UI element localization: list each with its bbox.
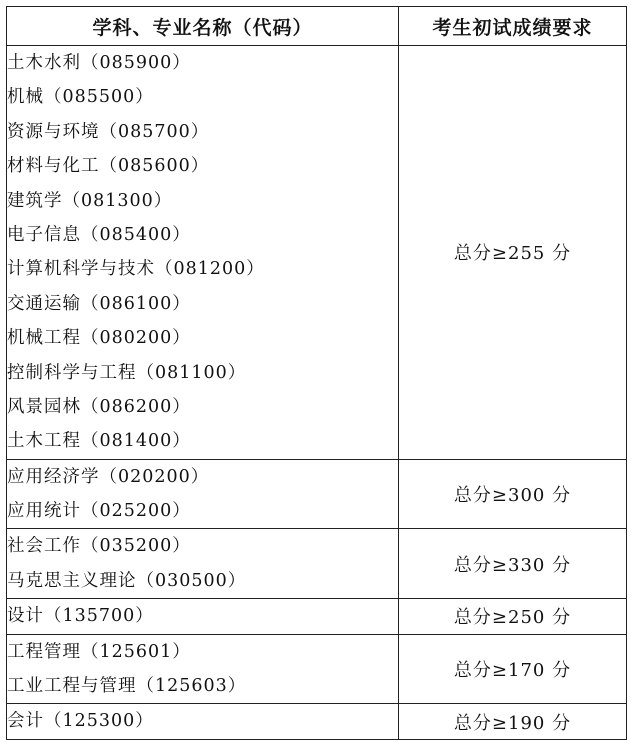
major-list-cell [7,634,399,704]
table-row [7,46,627,460]
score-requirement: 总分≥170 分 [399,634,627,704]
major-item: 工业工程与管理（125603） [7,676,247,697]
score-requirement: 总分≥255 分 [399,46,627,460]
major-item: 电子信息（085400） [7,224,191,245]
table-row [7,459,627,529]
major-item: 资源与环境（085700） [7,121,210,142]
major-item: 交通运输（086100） [7,293,191,314]
table-row [7,599,627,634]
major-list-cell [7,529,399,599]
major-item: 机械（085500） [7,87,154,108]
major-item: 风景园林（086200） [7,396,191,417]
major-item: 土木工程（081400） [7,431,191,452]
table-header-row [7,7,627,46]
score-requirement: 总分≥330 分 [399,529,627,599]
major-list-cell [7,46,399,460]
table-row [7,634,627,704]
major-item: 会计（125300） [7,711,154,732]
score-requirement: 总分≥300 分 [399,459,627,529]
table-row [7,529,627,599]
major-item: 建筑学（081300） [7,190,173,211]
major-list-cell [7,704,399,739]
requirement-column-header: 考生初试成绩要求 [399,7,627,46]
major-list-cell [7,599,399,634]
major-column-header: 学科、专业名称（代码） [7,7,399,46]
major-item: 应用经济学（020200） [7,466,210,487]
major-item: 社会工作（035200） [7,536,191,557]
major-item: 材料与化工（085600） [7,156,210,177]
major-item: 应用统计（025200） [7,501,191,522]
major-item: 控制科学与工程（081100） [7,362,247,383]
score-requirement: 总分≥190 分 [399,704,627,739]
major-item: 计算机科学与技术（081200） [7,259,265,280]
major-item: 机械工程（080200） [7,328,191,349]
major-item: 设计（135700） [7,606,154,627]
score-requirement: 总分≥250 分 [399,599,627,634]
table-row [7,704,627,739]
score-requirement-table [6,6,627,740]
major-item: 马克思主义理论（030500） [7,570,247,591]
major-list-cell [7,459,399,529]
major-item: 土木水利（085900） [7,53,191,73]
major-item: 工程管理（125601） [7,641,191,662]
